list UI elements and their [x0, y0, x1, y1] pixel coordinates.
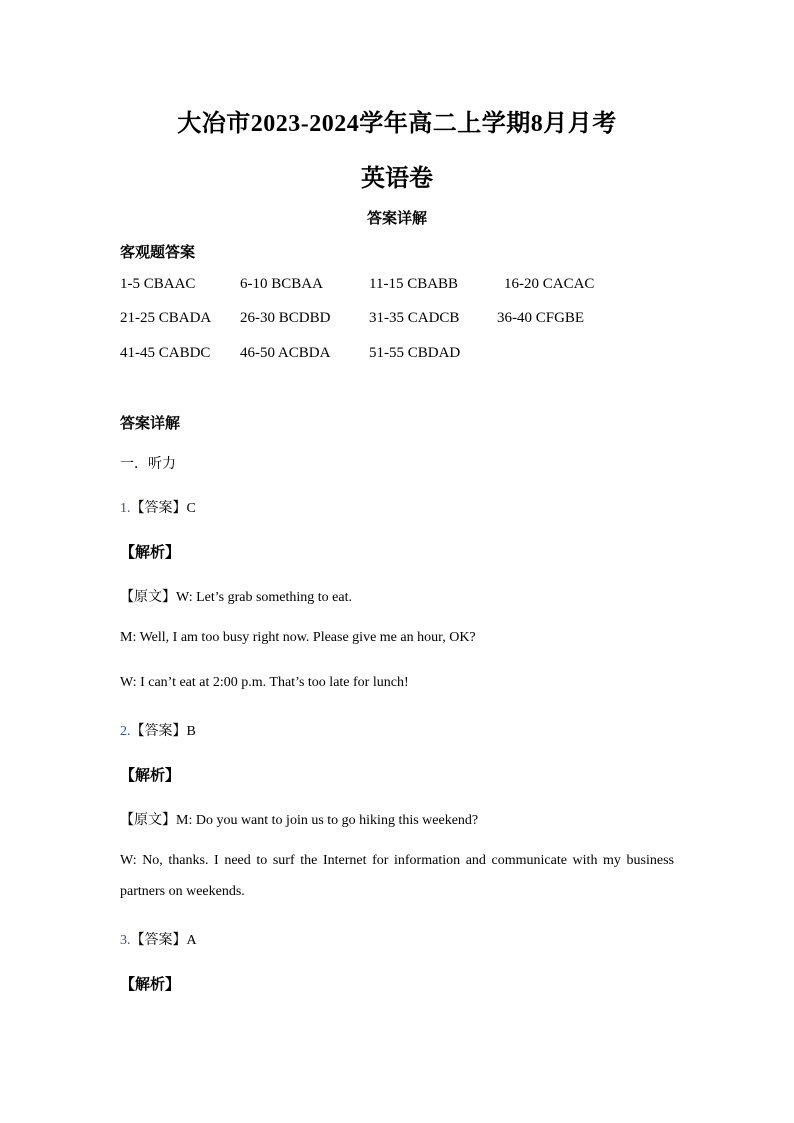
answer-text: 【答案】B: [130, 724, 196, 739]
answer-key-cell: 1-5 CBAAC: [120, 276, 196, 292]
question-1-answer: [120, 497, 196, 517]
question-1-transcript-line: M: Well, I am too busy right now. Please give me an hour, OK?: [120, 630, 476, 645]
question-number: 1.: [120, 501, 131, 516]
question-2-analysis: 【解析】: [120, 768, 181, 784]
answer-key-cell: 11-15 CBABB: [369, 276, 459, 292]
section-heading: 答案详解: [366, 211, 427, 227]
objective-heading: 客观题答案: [120, 245, 196, 261]
answer-key-cell: 51-55 CBDAD: [369, 345, 461, 361]
question-2-answer: [120, 720, 196, 740]
answer-key-cell: 36-40 CFGBE: [497, 310, 585, 326]
page-title: 大冶市2023-2024学年高二上学期8月月考: [177, 111, 617, 137]
question-1-transcript-line: W: I can’t eat at 2:00 p.m. That’s too late for lunch!: [120, 675, 409, 690]
question-3-answer: [120, 929, 197, 949]
answer-key-cell: 31-35 CADCB: [369, 310, 460, 326]
question-number: 2.: [120, 724, 131, 739]
answer-key-cell: 41-45 CABDC: [120, 345, 211, 361]
question-1-transcript-line: 【原文】W: Let’s grab something to eat.: [120, 590, 352, 605]
answer-key-cell: 16-20 CACAC: [504, 276, 595, 292]
question-1-analysis: 【解析】: [120, 545, 181, 561]
detail-heading: 答案详解: [120, 416, 181, 432]
answer-key-cell: 21-25 CBADA: [120, 310, 212, 326]
answer-key-cell: 26-30 BCDBD: [240, 310, 331, 326]
page-subtitle: 英语卷: [361, 166, 433, 192]
answer-text: 【答案】A: [130, 933, 197, 948]
part-heading-listening: 一．听力: [120, 457, 176, 472]
answer-text: 【答案】C: [130, 501, 196, 516]
question-3-analysis: 【解析】: [120, 977, 181, 993]
answer-key-cell: 46-50 ACBDA: [240, 345, 331, 361]
question-2-transcript-line: W: No, thanks. I need to surf the Internet for information and communicate with my business: [120, 853, 674, 868]
question-2-transcript-line: partners on weekends.: [120, 884, 245, 899]
answer-key-cell: 6-10 BCBAA: [240, 276, 323, 292]
question-number: 3.: [120, 933, 131, 948]
question-2-transcript-line: 【原文】M: Do you want to join us to go hiking this weekend?: [120, 813, 479, 828]
